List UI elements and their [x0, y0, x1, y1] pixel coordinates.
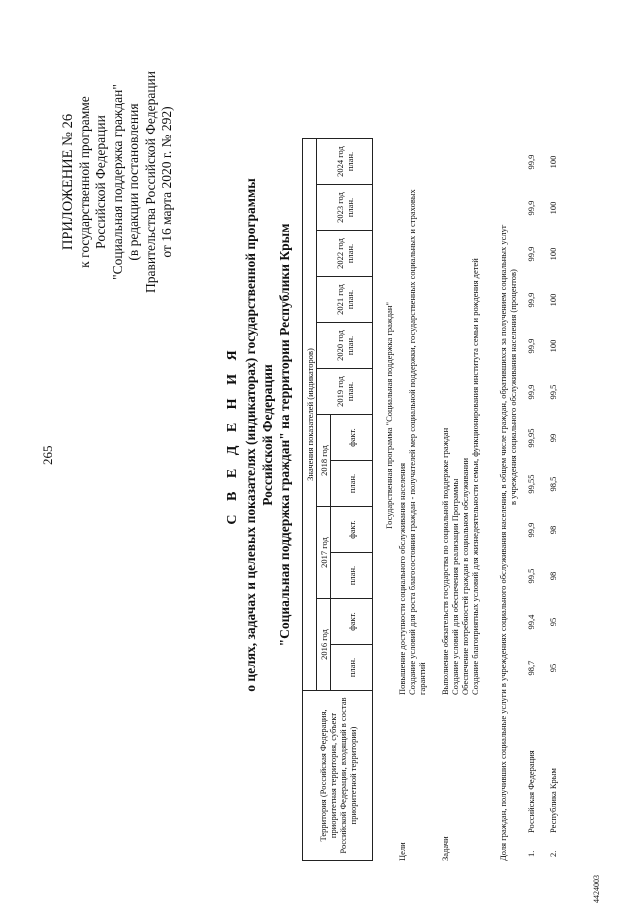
year-2021-header: 2021 год план. [317, 277, 373, 323]
appendix-line: "Социальная поддержка граждан" [109, 84, 125, 280]
row-number: 2. [548, 850, 558, 857]
row-value: 99,9 [526, 292, 536, 308]
row-value: 100 [548, 247, 558, 261]
indicator-title: Доля граждан, получивших социальные услуги в учреждениях социального обслуживания населения, в общем числе граждан, обратившихся за получением социальных услуг [498, 224, 508, 861]
row-value: 99,9 [526, 384, 536, 400]
fact-subheader: факт. [331, 415, 373, 461]
row-value: 99,9 [526, 338, 536, 354]
row-value: 99,9 [526, 154, 536, 170]
goal-line: Повышение доступности социального обслуживания населения [397, 462, 407, 695]
row-value: 95 [548, 663, 558, 673]
row-value: 99,9 [526, 246, 536, 262]
appendix-block [60, 37, 176, 327]
page-number: 265 [40, 445, 55, 465]
plan-subheader: план. [331, 553, 373, 599]
fact-subheader: факт. [331, 507, 373, 553]
goal-line: гарантий [417, 662, 427, 695]
year-2016-header: 2016 год [317, 599, 331, 691]
row-value: 98 [548, 525, 558, 535]
year-2019-header: 2019 год план. [317, 369, 373, 415]
title-heading: С В Е Д Е Н И Я [225, 345, 240, 525]
row-value: 98,5 [548, 476, 558, 492]
row-value: 99,9 [526, 522, 536, 538]
plan-subheader: план. [331, 645, 373, 691]
row-value: 99,4 [526, 614, 536, 630]
document-code: 4424003 [592, 875, 601, 903]
task-line: Создание условий для обеспечения реализации Программы [450, 478, 460, 695]
task-line: Выполнение обязательств государства по социальной поддержке граждан [440, 427, 450, 695]
row-value: 99,9 [526, 200, 536, 216]
values-group-header: Значения показателей (индикаторов) [303, 139, 317, 691]
year-2017-header: 2017 год [317, 507, 331, 599]
row-number: 1. [526, 850, 536, 857]
appendix-line: (в редакции постановления [126, 103, 141, 261]
year-2020-header: 2020 год план. [317, 323, 373, 369]
appendix-line: Правительства Российской Федерации [142, 71, 158, 293]
goals-label: Цели [397, 842, 407, 861]
row-value: 99,5 [526, 568, 536, 584]
program-line: Государственная программа "Социальная поддержка граждан" [384, 302, 394, 529]
indicator-title-cont: в учреждения социального обслуживания населения (процентов) [508, 269, 518, 505]
year-2022-header: 2022 год план. [317, 231, 373, 277]
row-value: 98,7 [526, 660, 536, 676]
row-value: 99,95 [526, 428, 536, 448]
row-territory-name: Российская Федерация [526, 750, 536, 833]
row-value: 98 [548, 571, 558, 581]
appendix-line: Российской Федерации [93, 115, 108, 249]
row-value: 100 [548, 339, 558, 353]
document-title [224, 145, 293, 725]
title-line-1: о целях, задачах и целевых показателях (индикаторах) государственной программы Российской Федерации [243, 178, 275, 692]
year-2023-header: 2023 год план. [317, 185, 373, 231]
row-territory-name: Республика Крым [548, 768, 558, 833]
tasks-label: Задачи [440, 836, 450, 861]
row-value: 100 [548, 201, 558, 215]
title-line-2: "Социальная поддержка граждан" на территории Республики Крым [277, 223, 292, 647]
plan-subheader: план. [331, 461, 373, 507]
appendix-title: ПРИЛОЖЕНИЕ № 26 [60, 113, 76, 251]
row-value: 99 [548, 433, 558, 443]
goal-line: Создание условий для роста благосостояния граждан - получателей мер социальной поддержки, государственных социальных и страховых [407, 189, 417, 695]
territory-column-header: Территория (Российская Федерация, приоритетная территория, субъект Российской Федерации, входящий в состав приоритетной территории) [303, 691, 373, 861]
fact-subheader: факт. [331, 599, 373, 645]
row-value: 100 [548, 293, 558, 307]
indicator-table-header [302, 138, 373, 861]
task-line: Создание благоприятных условий для жизнедеятельности семьи, функционирования института семьи и рождения детей [470, 258, 480, 695]
year-2024-header: 2024 год план. [317, 139, 373, 185]
row-value: 99,55 [526, 474, 536, 494]
appendix-line: от 16 марта 2020 г. № 292) [159, 106, 174, 258]
year-2018-header: 2018 год [317, 415, 331, 507]
row-value: 95 [548, 617, 558, 627]
task-line: Обеспечение потребностей граждан в социальном обслуживании [460, 457, 470, 695]
row-value: 99,5 [548, 384, 558, 400]
row-value: 100 [548, 155, 558, 169]
appendix-line: к государственной программе [76, 96, 92, 268]
